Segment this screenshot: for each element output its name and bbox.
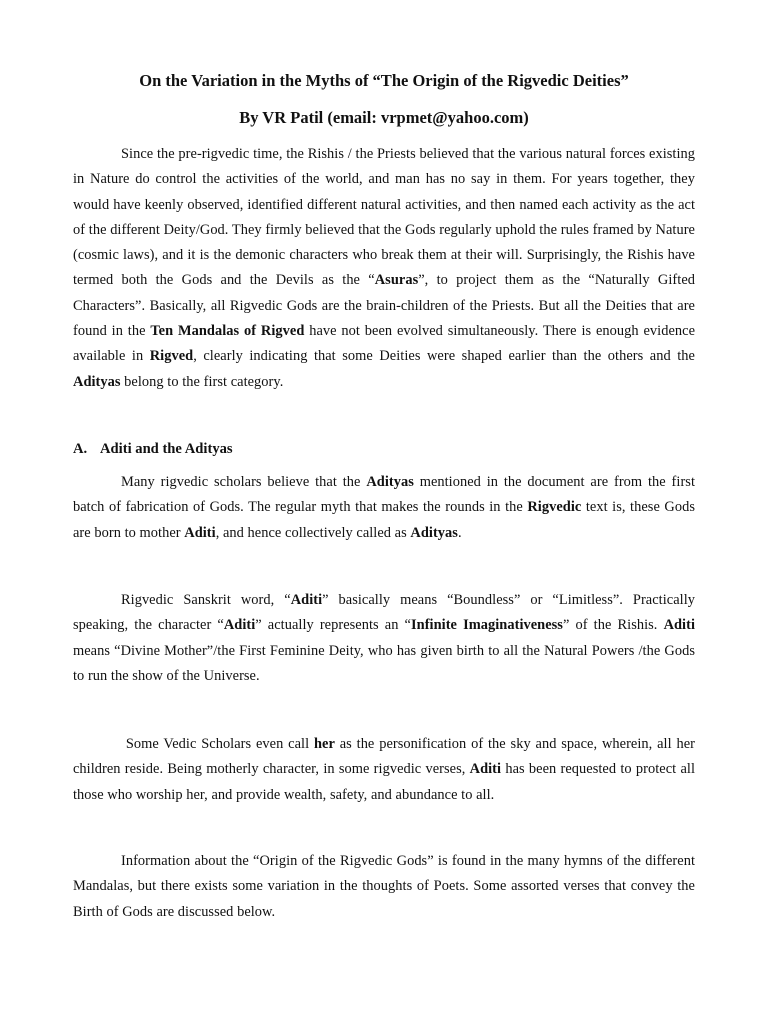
bold-term: Aditi: [290, 592, 323, 608]
bold-term: Asuras: [374, 272, 419, 289]
text-run: Rigvedic Sanskrit word, “: [121, 592, 291, 608]
text-run: , clearly indicating that some Deities were shaped earlier than the others and the: [193, 348, 695, 365]
text-run: Since the pre-rigvedic time, the Rishis / the Priests believed that the various natural forces existing in Nature do control the activities of the world, and man has no say in them. For years together, they would have keenly observed, identified different natural activities, and then named each activity as the act of the different Deity/God. They firmly believed that the Gods regularly uphold the rules framed by Nature (cosmic laws), and it is the demonic characters who break them at their will. Surprisingly, the Rishis have termed both the Gods and the Devils as the “: [73, 146, 695, 289]
paragraph-intro: [73, 142, 695, 395]
bold-term: her: [313, 736, 335, 752]
paragraph-origin-info: [73, 849, 695, 925]
text-run: text is, these Gods are born to mother: [73, 499, 695, 541]
bold-term: Rigvedic: [527, 499, 582, 516]
section-letter: A.: [73, 441, 88, 457]
document-title: On the Variation in the Myths of “The Origin of the Rigvedic Deities”: [139, 71, 629, 90]
text-run: ”, to project them as the “Naturally Gifted Characters”. Basically, all Rigvedic Gods are the brain-children of the Priests. But all the Deities that are found in the: [73, 272, 695, 340]
bold-term: Aditi: [469, 761, 502, 778]
text-run: has been requested to protect all those who worship her, and provide wealth, safety, and abundance to all.: [73, 761, 695, 803]
text-run: ” basically means “Boundless” or “Limitless”. Practically speaking, the character “: [73, 592, 695, 634]
text-run: Some Vedic Scholars even call: [121, 736, 314, 752]
text-run: have not been evolved simultaneously. There is enough evidence available in: [73, 323, 696, 365]
text-run: belong to the first category.: [120, 373, 284, 390]
section-heading: [73, 439, 233, 459]
bold-term: Rigved: [149, 348, 194, 365]
bold-term: Ten Mandalas of Rigved: [150, 323, 305, 340]
text-run: , and hence collectively called as: [215, 524, 411, 541]
author-byline: By VR Patil (email: vrpmet@yahoo.com): [239, 108, 529, 127]
text-run: Information about the “Origin of the Rigvedic Gods” is found in the many hymns of the different Mandalas, but there exists some variation in the thoughts of Poets. Some assorted verses that convey the Birth of Gods are discussed below.: [73, 853, 695, 920]
bold-term: Aditi: [184, 524, 216, 541]
bold-term: Infinite Imaginativeness: [411, 617, 563, 634]
text-run: ” actually represents an “: [255, 617, 411, 634]
paragraph-adityas: [73, 470, 695, 546]
text-run: means “Divine Mother”/the First Feminine Deity, who has given birth to all the Natural Powers /the Gods to run the show of the Universe.: [73, 642, 695, 684]
paragraph-aditi-meaning: [73, 588, 695, 689]
bold-term: Aditi: [223, 617, 256, 634]
paragraph-vedic-scholars: [73, 732, 695, 808]
bold-term: Adityas: [73, 373, 121, 390]
text-run: .: [457, 524, 462, 541]
bold-term: Adityas: [410, 524, 458, 541]
text-run: Many rigvedic scholars believe that the: [121, 474, 367, 490]
text-run: ” of the Rishis.: [562, 617, 664, 634]
bold-term: Aditi: [663, 617, 695, 634]
text-run: as the personification of the sky and space, wherein, all her children reside. Being motherly character, in some rigvedic verses,: [73, 736, 695, 778]
bold-term: Adityas: [366, 474, 414, 490]
section-title: Aditi and the Adityas: [100, 441, 233, 457]
text-run: mentioned in the document are from the first batch of fabrication of Gods. The regular myth that makes the rounds in the: [73, 474, 695, 516]
